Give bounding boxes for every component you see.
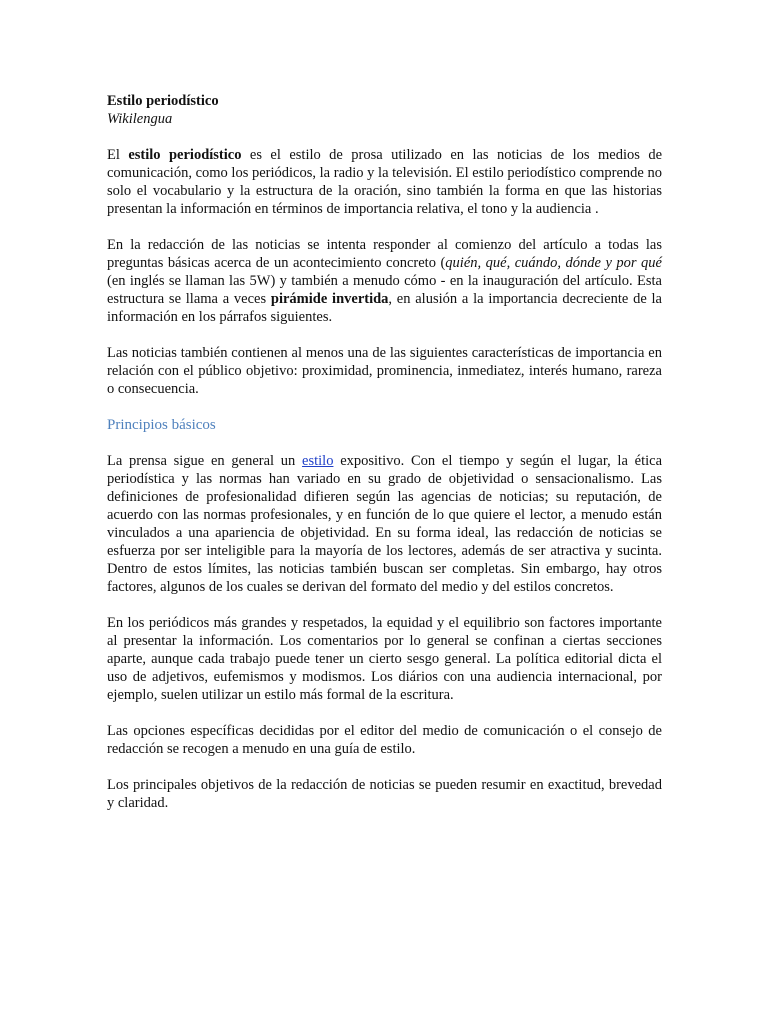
- text-span: (en inglés se llaman las 5W) y también a menudo cómo - en la inauguración del artículo. Esta estructura se llama a veces: [107, 273, 662, 307]
- text-span: , en alusión a la importancia decreciente de la información en los párrafos siguientes.: [107, 291, 662, 325]
- paragraph-5w: [107, 236, 662, 326]
- bold-term: pirámide invertida: [270, 291, 389, 307]
- text-span: El: [107, 147, 129, 163]
- document-page: [107, 92, 662, 830]
- document-source: Wikilengua: [107, 111, 173, 127]
- paragraph-principles: [107, 452, 662, 596]
- text-span: expositivo. Con el tiempo y según el lugar, la ética periodística y las normas han variado en su grado de objetividad o sensacionalismo. Las definiciones de profesionalidad difieren según las agencias de noticias; su reputación, de acuerdo con las normas profesionales, y en función de lo que quiere el lector, a menudo están vinculados a una apariencia de objetividad. En su forma ideal, las redacción de noticias se esfuerza por ser inteligible para la mayoría de los lectores, además de ser atractiva y sucinta. Dentro de estos límites, las noticias también buscan ser completas. Sin embargo, hay otros factores, algunos de los cuales se derivan del formato del medio y del estilos concretos.: [107, 453, 663, 595]
- paragraph-equity: En los periódicos más grandes y respetados, la equidad y el equilibrio son factores importante al presentar la información. Los comentarios por lo general se confinan a ciertas secciones aparte, aunque cada trabajo puede tener un cierto sesgo general. La política editorial dicta el uso de adjetivos, eufemismos y modismos. Los diários con una audiencia internacional, por ejemplo, suelen utilizar un estilo más formal de la escritura.: [107, 615, 662, 703]
- bold-term: estilo periodístico: [128, 147, 242, 163]
- text-span: En la redacción de las noticias se intenta responder al comienzo del artículo a todas las preguntas básicas acerca de un acontecimiento concreto (: [107, 237, 662, 271]
- document-title: Estilo periodístico: [107, 93, 219, 109]
- text-span: es el estilo de prosa utilizado en las noticias de los medios de comunicación, como los periódicos, la radio y la televisión. El estilo periodístico comprende no solo el vocabulario y la estructura de la oración, sino también la forma en que las historias presentan la información en términos de importancia relativa, el tono y la audiencia .: [107, 147, 663, 217]
- estilo-link[interactable]: estilo: [302, 453, 334, 469]
- section-heading: Principios básicos: [107, 417, 216, 433]
- italic-questions: quién, qué, cuándo, dónde y por qué: [445, 255, 662, 271]
- paragraph-intro: [107, 146, 662, 218]
- paragraph-style-guide: Las opciones específicas decididas por el editor del medio de comunicación o el consejo de redacción se recogen a menudo en una guía de estilo.: [107, 723, 662, 757]
- paragraph-characteristics: Las noticias también contienen al menos una de las siguientes características de importancia en relación con el público objetivo: proximidad, prominencia, inmediatez, interés humano, rareza o consecuencia.: [107, 345, 662, 397]
- text-span: La prensa sigue en general un: [107, 453, 303, 469]
- paragraph-objectives: Los principales objetivos de la redacción de noticias se pueden resumir en exactitud, brevedad y claridad.: [107, 777, 662, 811]
